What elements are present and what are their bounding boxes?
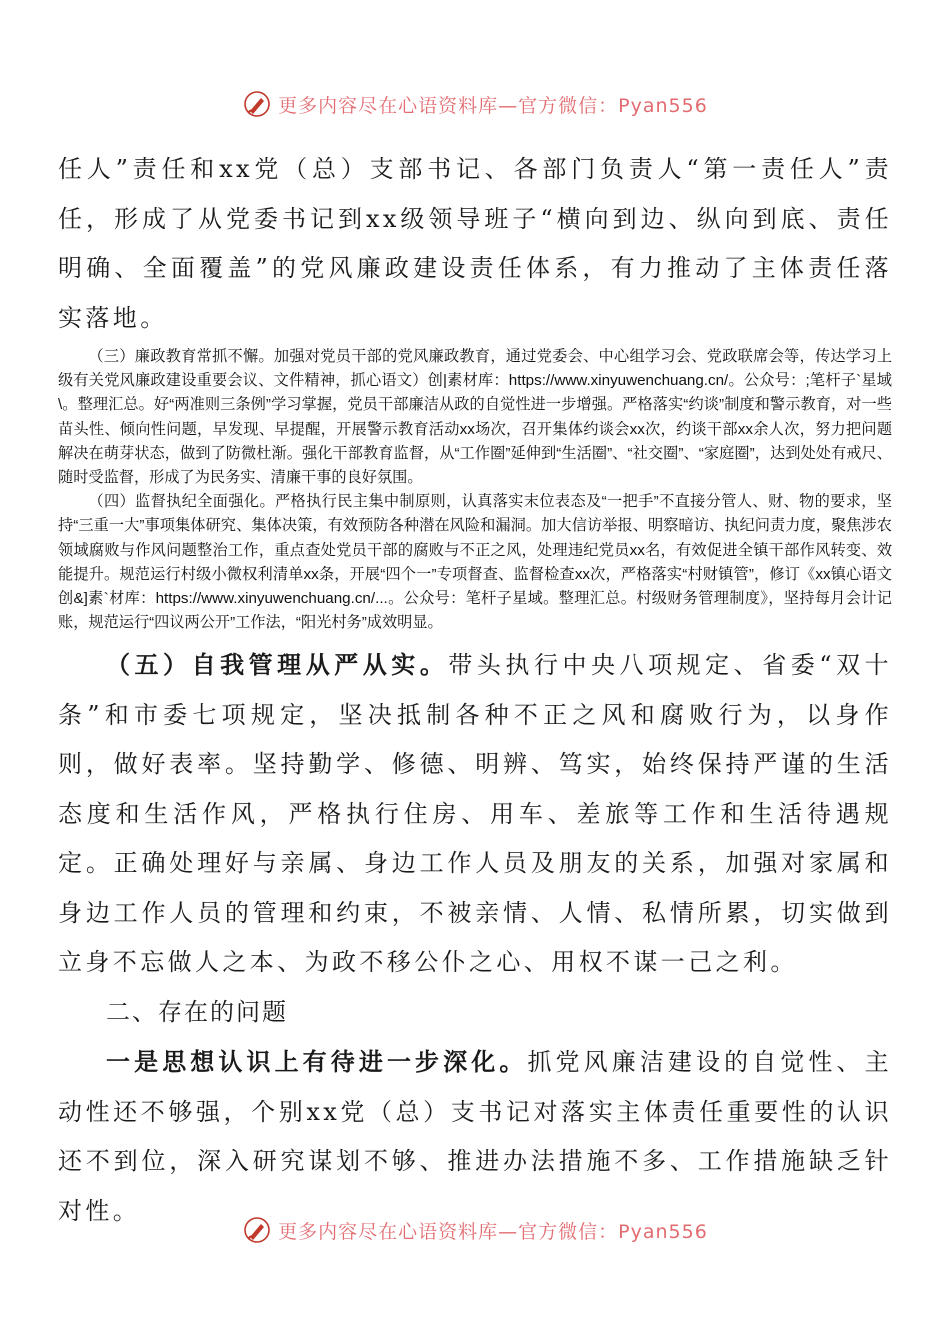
section-heading: 二、存在的问题 (106, 997, 288, 1026)
pen-nib-logo-icon (242, 1215, 272, 1245)
paragraph-problem-one (58, 1037, 892, 1236)
paragraph-lead-bold: 一是思想认识上有待进一步深化。 (106, 1047, 528, 1077)
paragraph-body: 抓党风廉洁建设的自觉性、主动性还不够强，个别xx党（总）支书记对落实主体责任重要性的认识还不到位，深入研究谋划不够、推进办法措施不多、工作措施缺乏针对性。 (58, 1048, 893, 1225)
document-body (58, 145, 892, 1236)
paragraph-self-management (58, 640, 892, 988)
paragraph-supervision: （四）监督执纪全面强化。严格执行民主集中制原则，认真落实末位表态及“一把手”不直接分管人、财、物的要求，坚持“三重一大”事项集体研究、集体决策，有效预防各种潜在风险和漏洞。加大信访举报、明察暗访、执纪问责力度，聚焦涉农领域腐败与作风问题整治工作，重点查处党员干部的腐败与不正之风，处理违纪党员xx名，有效促进全镇干部作风转变、效能提升。规范运行村级小微权利清单xx条，开展“四个一”专项督查、监督检查xx次，严格落实“村财镇管”，修订《xx镇心语文创&]素`材库：https://www.xinyuwenchuang.cn/...。公众号：笔杆子星域。整理汇总。村级财务管理制度》，坚持每月会计记账，规范运行“四议两公开”工作法，“阳光村务”成效明显。 (58, 493, 892, 632)
paragraph-responsibility-continued: 任人”责任和xx党（总）支部书记、各部门负责人“第一责任人”责任，形成了从党委书记到xx级领导班子“横向到边、纵向到底、责任明确、全面覆盖”的党风廉政建设责任体系，有力推动了主体责任落实落地。 (58, 155, 892, 332)
watermark-text: 更多内容尽在心语资料库—官方微信：Pyan556 (278, 1220, 708, 1243)
pen-nib-logo-icon (242, 89, 272, 119)
paragraph-education: （三）廉政教育常抓不懈。加强对党员干部的党风廉政教育，通过党委会、中心组学习会、党政联席会等，传达学习上级有关党风廉政建设重要会议、文件精神，抓心语文）创|素材库：https://www.xinyuwenchuang.cn/。公众号：;笔杆子`星域\。整理汇总。好“两准则三条例”学习掌握，党员干部廉洁从政的自觉性进一步增强。严格落实“约谈”制度和警示教育，对一些苗头性、倾向性问题，早发现、早提醒，开展警示教育活动xx场次，召开集体约谈会xx次，约谈干部xx余人次，努力把问题解决在萌芽状态，做到了防微杜渐。强化干部教育监督，从“工作圈”延伸到“生活圈”、“社交圈”、“家庭圈”，达到处处有戒尺、随时受监督，形成了为民务实、清廉干事的良好氛围。 (58, 348, 892, 487)
paragraph-lead-bold: （五）自我管理从严从实。 (106, 650, 449, 680)
watermark-header (0, 82, 950, 126)
watermark-footer (0, 1208, 950, 1252)
watermark-text: 更多内容尽在心语资料库—官方微信：Pyan556 (278, 94, 708, 117)
paragraph-body: 带头执行中央八项规定、省委“双十条”和市委七项规定，坚决抵制各种不正之风和腐败行为，以身作则，做好表率。坚持勤学、修德、明辨、笃实，始终保持严谨的生活态度和生活作风，严格执行住房、用车、差旅等工作和生活待遇规定。正确处理好与亲属、身边工作人员及朋友的关系，加强对家属和身边工作人员的管理和约束，不被亲情、人情、私情所累，切实做到立身不忘做人之本、为政不移公仆之心、用权不谋一己之利。 (58, 651, 892, 977)
